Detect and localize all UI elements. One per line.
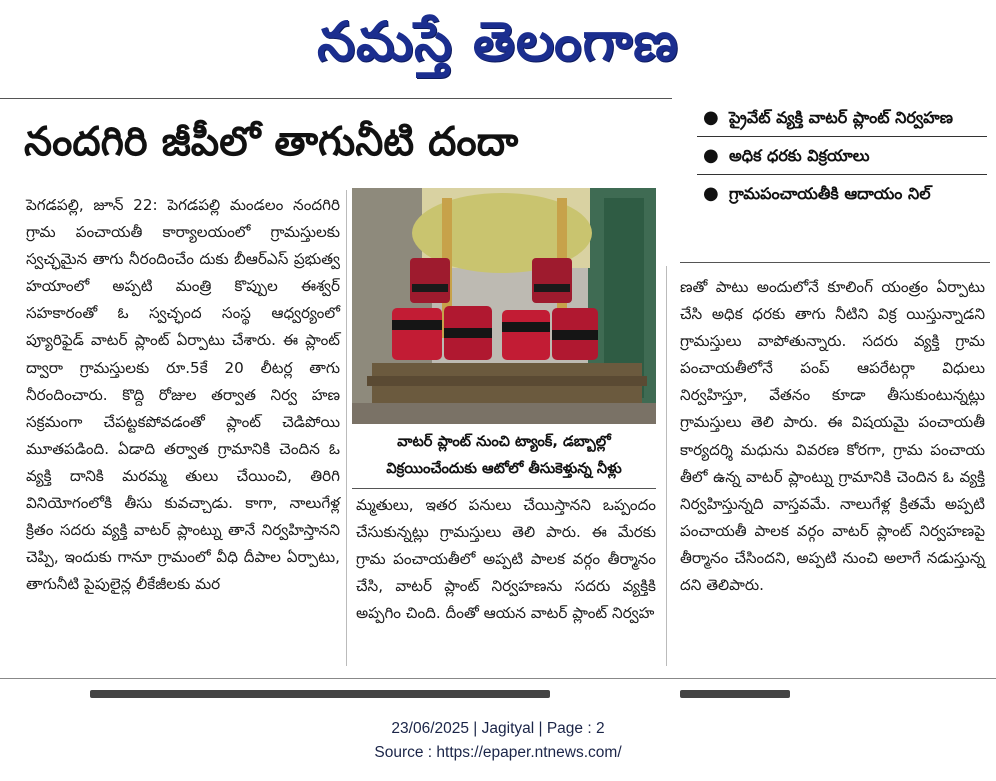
article-headline: నందగిరి జీపీలో తాగునీటి దందా — [24, 119, 519, 165]
bullet-icon: ● — [703, 145, 719, 166]
article-column-1 — [26, 192, 340, 666]
photo-caption: వాటర్ ప్లాంట్ నుంచి ట్యాంక్, డబ్బాల్లో విక్రయించేందుకు ఆటోలో తీసుకెళ్తున్న నీళ్లు — [386, 433, 622, 477]
cropped-next-headline — [680, 690, 790, 698]
highlight-text: గ్రామపంచాయతీకి ఆదాయం నిల్ — [729, 184, 931, 203]
bullet-icon: ● — [703, 183, 719, 204]
highlight-divider — [697, 136, 987, 137]
column-rule — [666, 266, 667, 666]
source-link[interactable]: Source : https://epaper.ntnews.com/ — [374, 744, 622, 761]
masthead-title: నమస్తే తెలంగాణ — [317, 10, 679, 73]
highlight-divider — [697, 174, 987, 175]
article-column-3 — [680, 274, 985, 666]
highlight-text: ప్రైవేట్ వ్యక్తి వాటర్ ప్లాంట్ నిర్వహణ — [729, 108, 953, 127]
article-text: మ్మతులు, ఇతర పనులు చేయిస్తానని ఒప్పందం చేసుకున్నట్లు గ్రామస్తులు తెలి పారు. ఈ మేరకు గ్రామ పంచాయతీలో అప్పటి పాలక వర్గం తీర్మానం చేసి, వాటర్ ప్లాంట్ నిర్వహణను సదరు వ్యక్తికి అప్పగిం చింది. దీంతో ఆయన వాటర్ ప్లాంట్ నిర్వహ — [356, 496, 656, 623]
page-footer — [0, 717, 996, 765]
highlight-text: అధిక ధరకు విక్రయాలు — [729, 146, 870, 165]
caption-divider — [352, 488, 656, 489]
column-rule — [346, 190, 347, 666]
highlights-bottom-rule — [680, 262, 990, 263]
highlight-item — [697, 180, 987, 207]
news-photo — [352, 188, 656, 424]
water-cans-image — [352, 188, 656, 424]
edition-info: 23/06/2025 | Jagityal | Page : 2 — [391, 720, 605, 737]
cropped-next-headline — [90, 690, 550, 698]
bullet-icon: ● — [703, 107, 719, 128]
top-divider — [0, 98, 672, 99]
article-column-2 — [356, 492, 656, 666]
article-text: ణతో పాటు అందులోనే కూలింగ్ యంత్రం ఏర్పాటు చేసి అధిక ధరకు తాగు నీటిని విక్ర యిస్తున్నాడని గ్రామస్తులు వాపోతున్నారు. సదరు వ్యక్తి గ్రామ పంచాయతీలోనే పంప్ ఆపరేటర్గా విధులు నిర్వహిస్తూ, వేతనం కూడా తీసుకుంటున్నట్లు గ్రామస్తులు తెలి పారు. ఈ విషయమై పంచాయతీ కార్యదర్శి మధును వివరణ కోరగా, గ్రామ పంచాయ తీలో ఉన్న వాటర్ ప్లాంట్ను గ్రామానికి చెందిన ఓ వ్యక్తి నిర్వహిస్తున్నది వాస్తవమే. నాలుగేళ్ల క్రితమే అప్పటి పంచాయతీ పాలక వర్గం వాటర్ ప్లాంట్ నిర్వహణపై తీర్మానం చేసిందని, అప్పటి నుంచి అలాగే నడుస్తున్న దని తెలిపారు. — [680, 278, 985, 595]
bottom-divider — [0, 678, 996, 679]
article-text: పెగడపల్లి, జూన్ 22: పెగడపల్లి మండలం నందగిరి గ్రామ పంచాయతీ కార్యాలయంలో గ్రామస్తులకు స్వచ్ఛమైన తాగు నీరందించేం దుకు బీఆర్ఎస్ ప్రభుత్వ హయాంలో అప్పటి మంత్రి కొప్పుల ఈశ్వర్ సహకారంతో ఓ స్వచ్ఛంద సంస్థ ఆధ్వర్యంలో ప్యూరిఫైడ్ వాటర్ ప్లాంట్ ఏర్పాటు చేశారు. ఈ ప్లాంట్ ద్వారా గ్రామస్తులకు రూ.5కే 20 లీటర్ల తాగు నీరందించారు. కొద్ది రోజుల తర్వాత నిర్వ హణ సక్రమంగా చేపట్టకపోవడంతో ప్లాంట్ చెడిపోయి మూతపడింది. ఏడాది తర్వాత గ్రామానికి చెందిన ఓ వ్యక్తి దానికి మరమ్మ తులు చేయించి, తిరిగి వినియోగంలోకి తీసు కువచ్చాడు. కాగా, నాలుగేళ్ల క్రితం సదరు వ్యక్తి వాటర్ ప్లాంట్ను తానే నిర్వహిస్తానని చెప్పి, ఇందుకు గానూ గ్రామంలో వీధి దీపాల ఏర్పాటు, తాగునీటి పైపులైన్ల లీకేజీలకు మర — [26, 196, 340, 594]
highlights-box — [697, 104, 987, 240]
highlight-item — [697, 142, 987, 169]
highlight-item — [697, 104, 987, 131]
newspaper-masthead — [0, 2, 996, 82]
